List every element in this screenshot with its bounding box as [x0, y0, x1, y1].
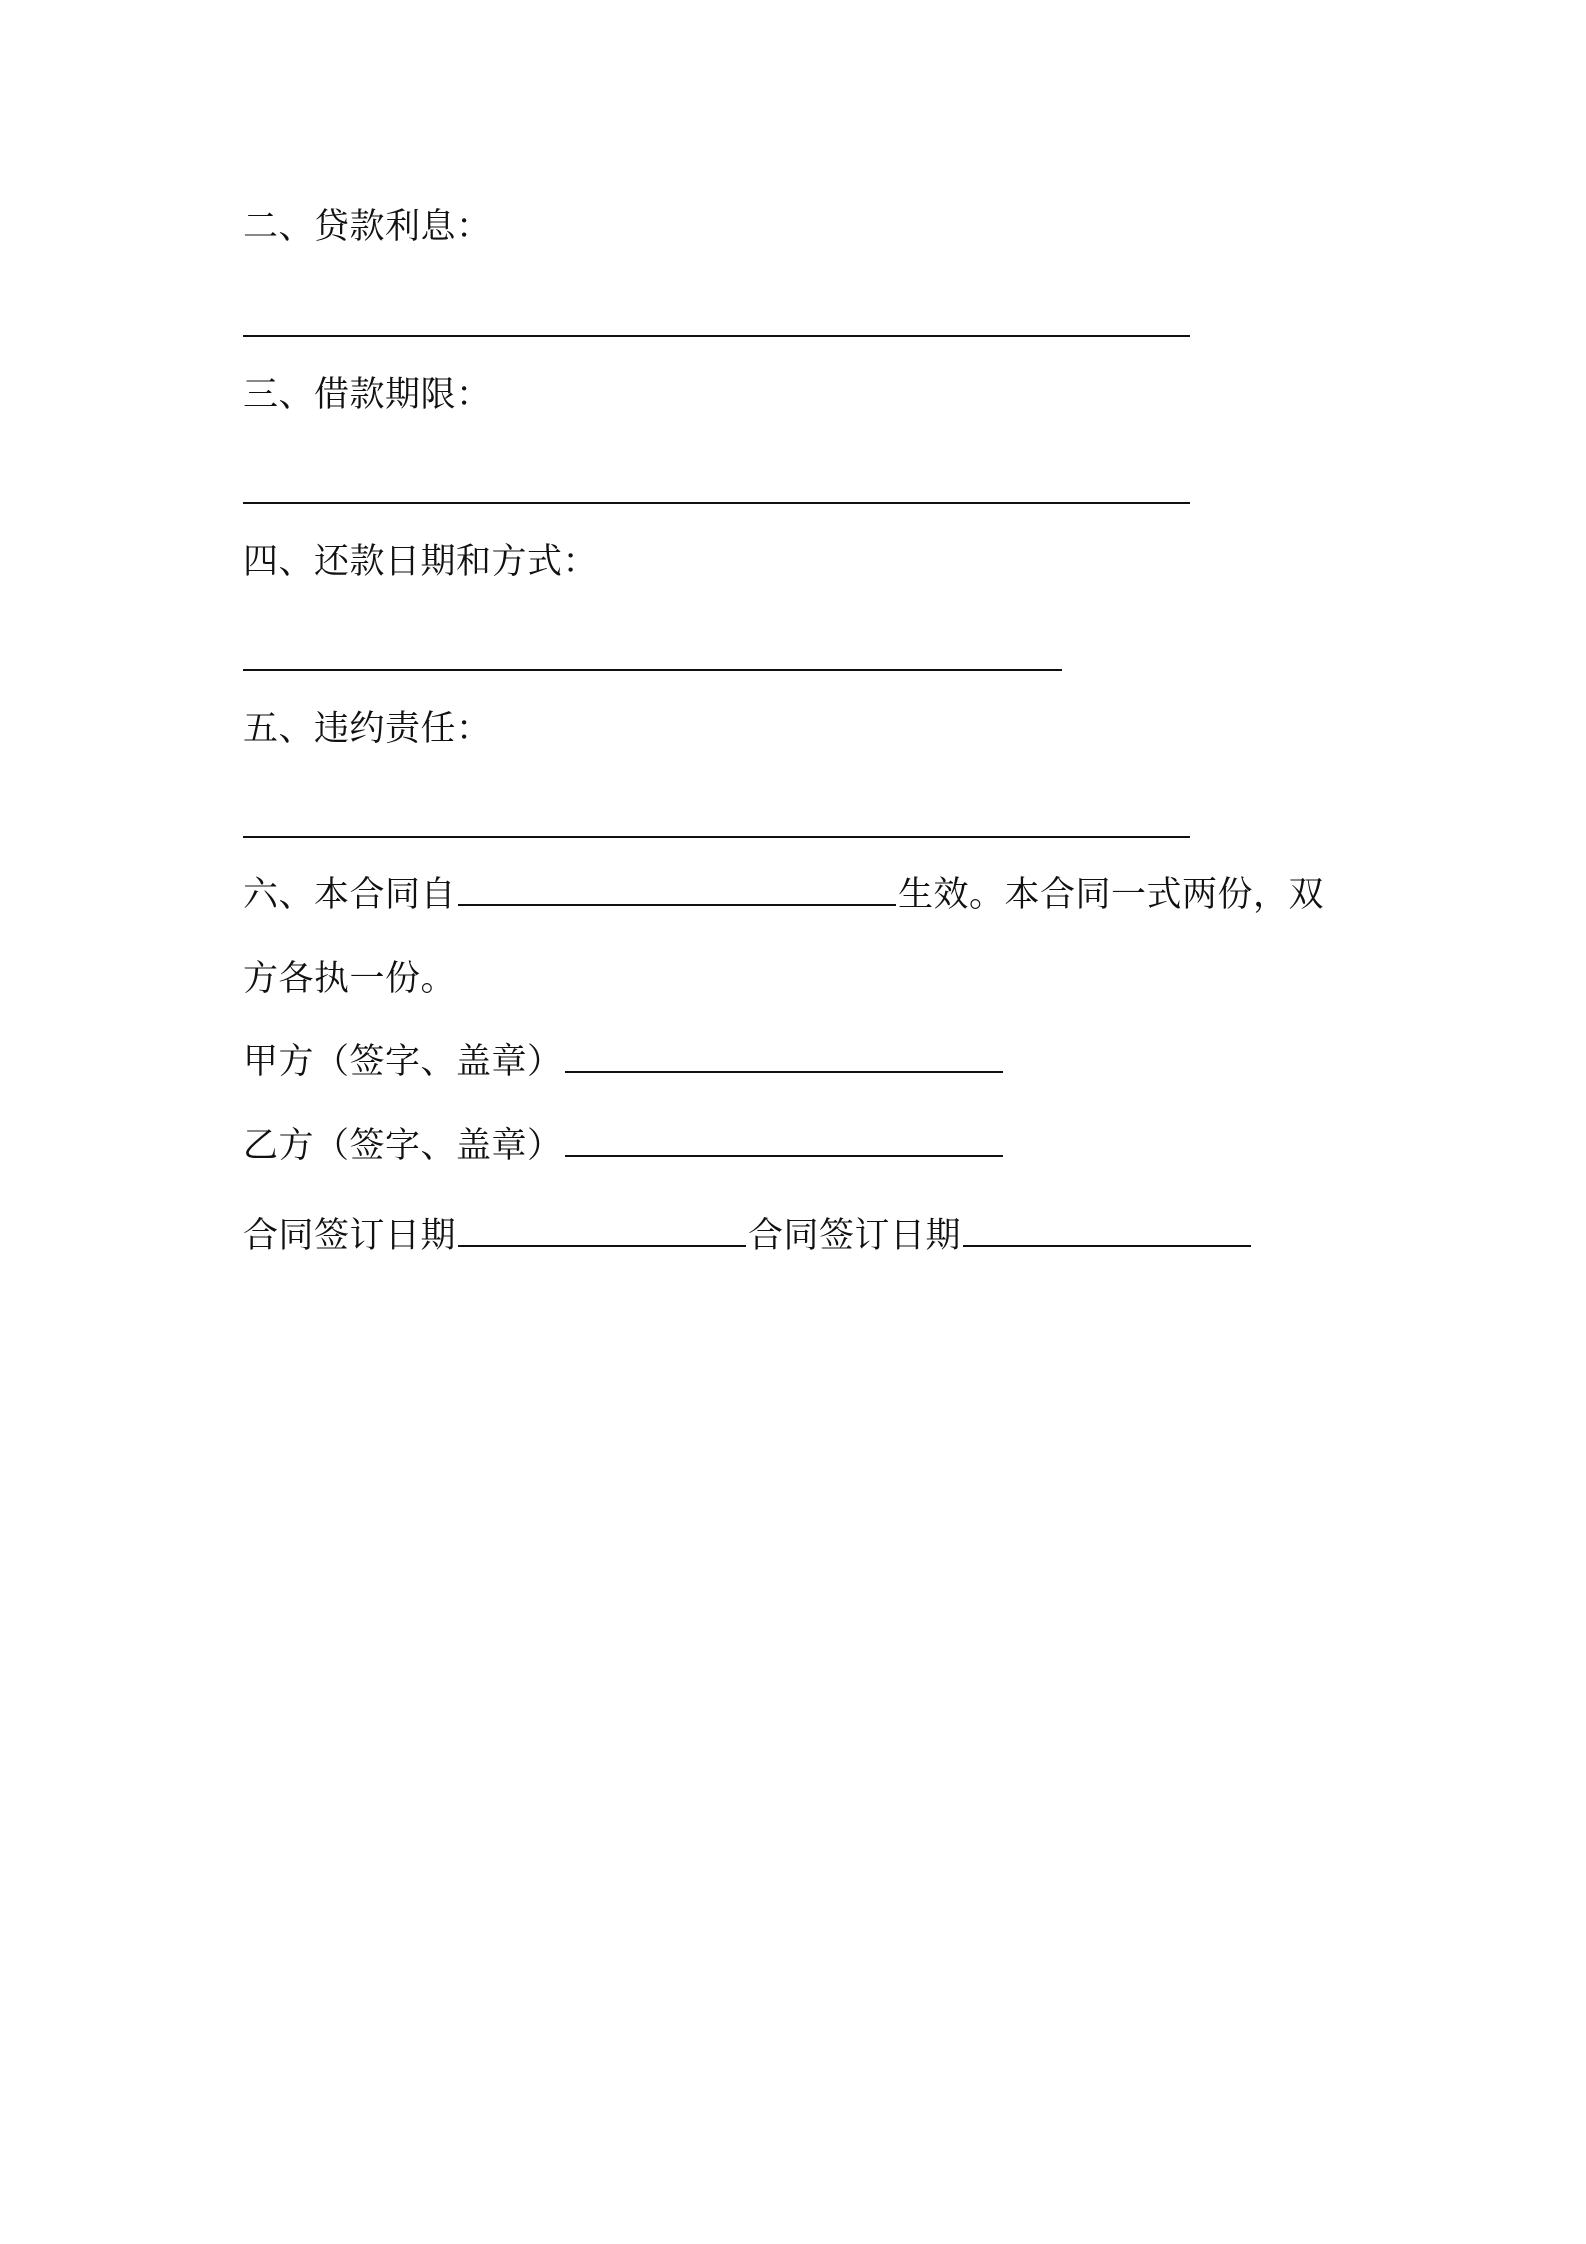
party-b-signature-fill[interactable] — [565, 1154, 1003, 1157]
signing-date-label-2: 合同签订日期 — [748, 1216, 962, 1256]
section-effective-line — [243, 873, 1324, 917]
term-fill-line[interactable] — [243, 502, 1190, 504]
party-a-signature-fill[interactable] — [565, 1070, 1003, 1073]
effective-suffix: 生效。本合同一式两份，双 — [898, 875, 1325, 915]
party-a-signature-line — [243, 1040, 1005, 1084]
party-a-label: 甲方（签字、盖章） — [243, 1042, 563, 1082]
liability-fill-line[interactable] — [243, 836, 1190, 838]
section-interest-heading: 二、贷款利息： — [243, 207, 492, 247]
section-repayment-heading: 四、还款日期和方式： — [243, 542, 599, 582]
repayment-fill-line[interactable] — [243, 669, 1062, 671]
section-effective-line-2: 方各执一份。 — [243, 959, 457, 999]
effective-date-fill-line[interactable] — [458, 903, 896, 906]
signing-date-fill-1[interactable] — [458, 1244, 746, 1247]
section-term-heading: 三、借款期限： — [243, 375, 492, 415]
signing-date-line — [243, 1214, 1253, 1258]
signing-date-fill-2[interactable] — [963, 1244, 1251, 1247]
signing-date-label-1: 合同签订日期 — [243, 1216, 457, 1256]
party-b-signature-line — [243, 1124, 1005, 1168]
section-liability-heading: 五、违约责任： — [243, 709, 492, 749]
interest-fill-line[interactable] — [243, 335, 1190, 337]
effective-prefix: 六、本合同自 — [243, 875, 457, 915]
party-b-label: 乙方（签字、盖章） — [243, 1126, 563, 1166]
